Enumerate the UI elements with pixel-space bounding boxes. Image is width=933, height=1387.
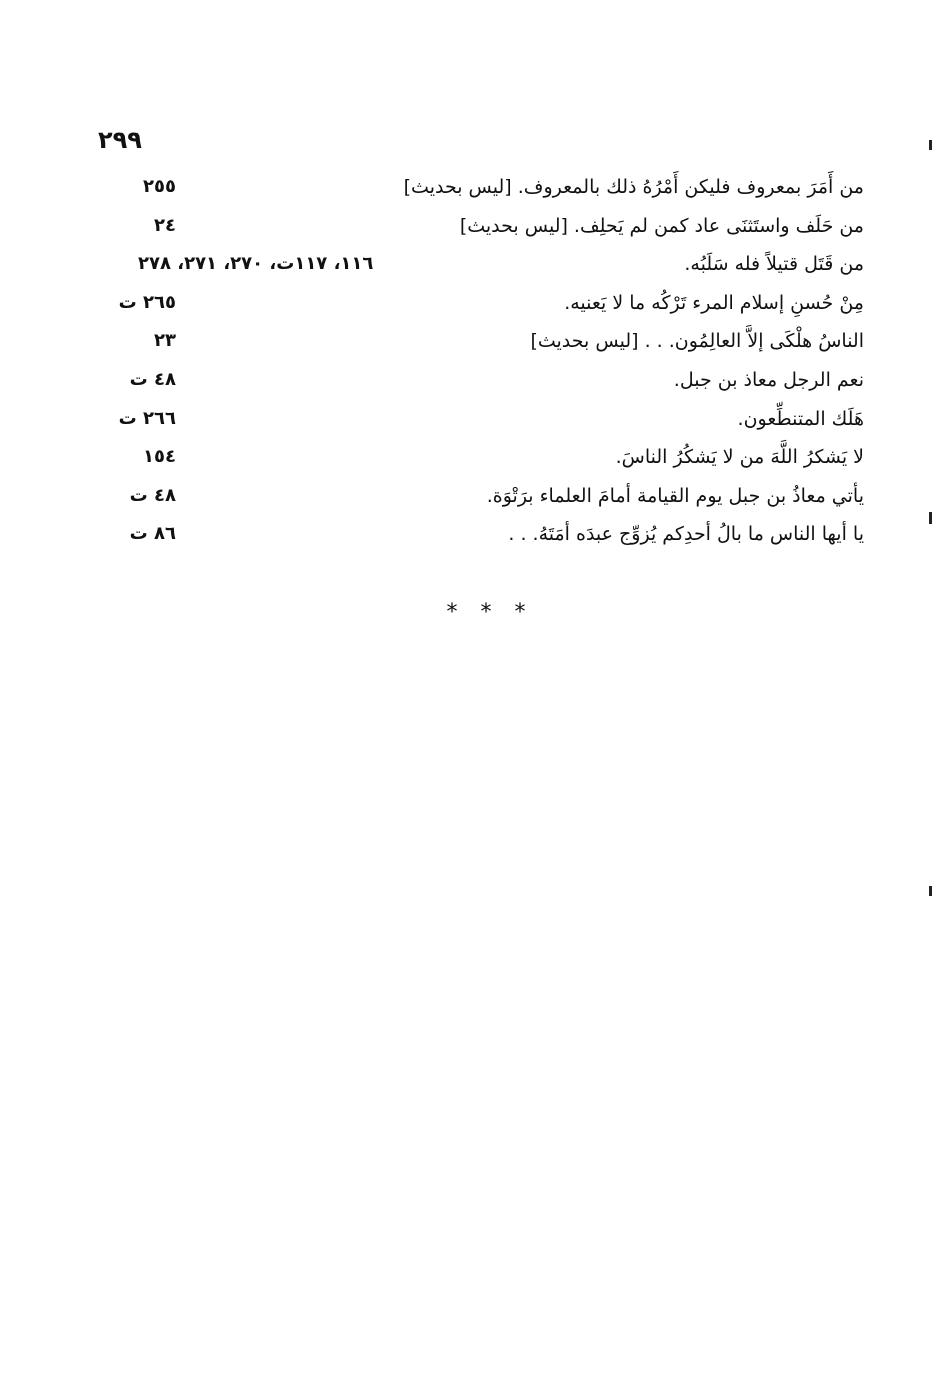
margin-mark-middle <box>929 512 932 524</box>
entry-page-ref: ٢٤ <box>154 214 176 236</box>
entry-page-ref: ٢٥٥ <box>143 176 176 197</box>
entry-page-ref: ٤٨ ت <box>129 368 176 390</box>
list-item <box>96 249 864 288</box>
entry-text: الناسُ هلْكَى إلاَّ العالِمُون. . . [ليس بحديث] <box>530 330 864 353</box>
entry-text: مِنْ حُسنِ إسلام المرء تَرْكُه ما لا يَعنيه. <box>564 291 864 314</box>
entry-text: من أَمَرَ بمعروف فليكن أَمْرُهُ ذلك بالمعروف. [ليس بحديث] <box>403 176 864 198</box>
list-item <box>96 404 864 443</box>
list-item <box>96 442 864 481</box>
section-divider: * * * <box>446 600 534 625</box>
entry-text: من قَتَل قتيلاً فله سَلَبُه. <box>684 253 864 276</box>
page-number: ٢٩٩ <box>98 126 142 154</box>
list-item <box>96 211 864 250</box>
entry-page-ref: ١٥٤ <box>143 446 176 468</box>
list-item <box>96 288 864 327</box>
entry-page-ref: ٢٣ <box>154 330 176 352</box>
entry-text: يا أيها الناس ما بالُ أحدِكم يُزوِّج عبدَه أمَتَهُ. . . <box>508 523 864 546</box>
entry-page-ref: ٢٦٦ ت <box>118 407 176 429</box>
entry-page-ref: ١١٦، ١١٧ت، ٢٧٠، ٢٧١، ٢٧٨ <box>138 253 374 275</box>
entry-page-ref: ٨٦ ت <box>129 523 176 545</box>
entry-text: من حَلَف واستَثنَى عاد كمن لم يَحلِف. [ليس بحديث] <box>459 214 864 237</box>
hadith-index-list <box>96 172 864 558</box>
entry-page-ref: ٤٨ ت <box>129 484 176 506</box>
list-item <box>96 519 864 558</box>
margin-mark-top <box>929 140 932 150</box>
margin-mark-bottom <box>929 886 932 896</box>
list-item <box>96 365 864 404</box>
list-item <box>96 172 864 211</box>
entry-text: هَلَك المتنطِّعون. <box>737 407 864 430</box>
entry-text: يأتي معاذُ بن جبل يوم القيامة أمامَ العلماء برَتْوَة. <box>486 484 864 507</box>
list-item <box>96 326 864 365</box>
entry-text: لا يَشكرُ اللَّهَ من لا يَشكُرُ الناسَ. <box>615 446 864 469</box>
entry-page-ref: ٢٦٥ ت <box>118 291 176 313</box>
list-item <box>96 481 864 520</box>
entry-text: نعم الرجل معاذ بن جبل. <box>673 368 864 391</box>
